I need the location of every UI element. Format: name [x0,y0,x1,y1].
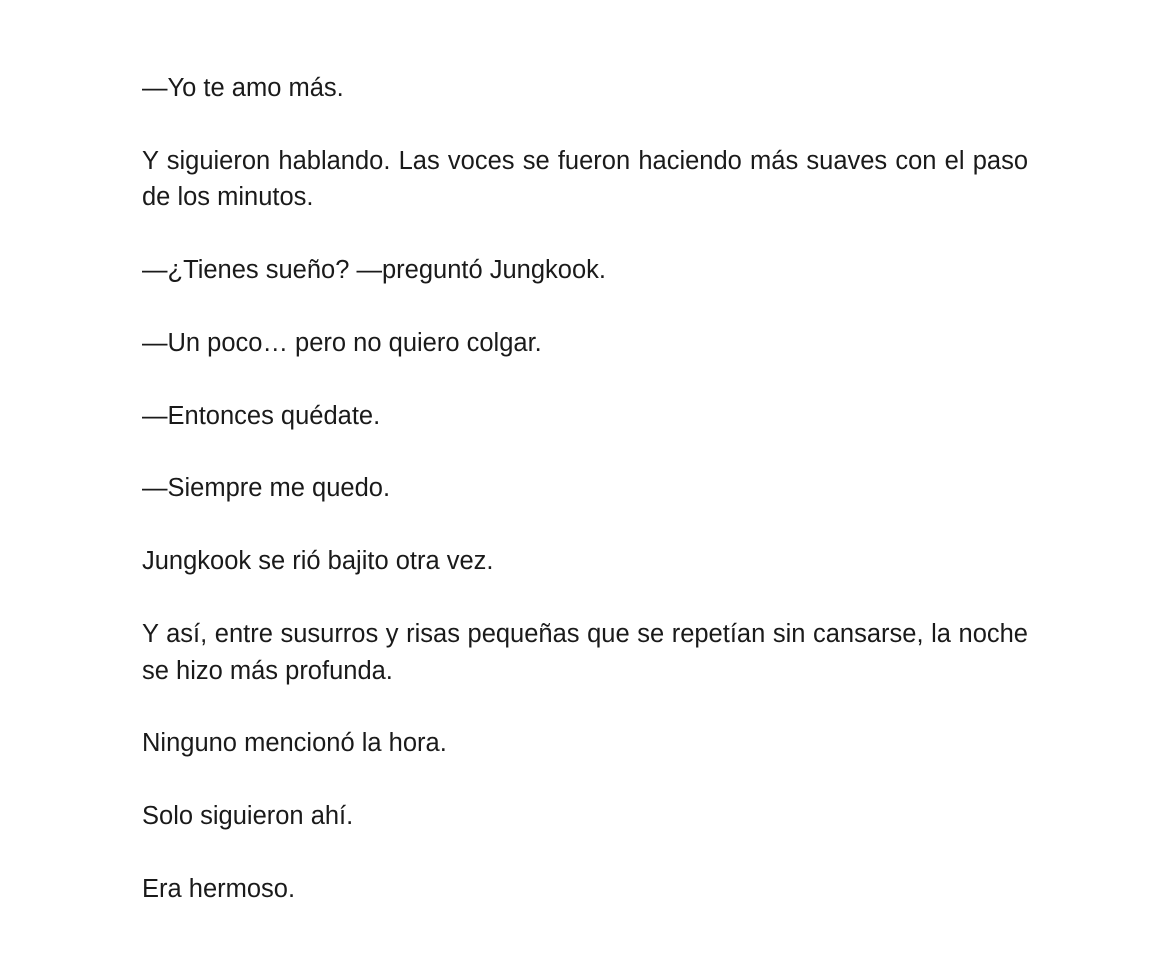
paragraph: Y así, entre susurros y risas pequeñas que se repetían sin cansarse, la noche se hizo más profunda. [142,620,1028,685]
paragraph: Solo siguieron ahí. [142,802,354,831]
paragraph: —Un poco… pero no quiero colgar. [142,328,542,357]
paragraph: Ninguno mencionó la hora. [142,729,447,758]
paragraph: —Entonces quédate. [142,401,381,430]
paragraph: —Yo te amo más. [142,74,344,102]
paragraph: —Siempre me quedo. [142,474,391,503]
paragraph: Jungkook se rió bajito otra vez. [142,547,494,576]
paragraph: —¿Tienes sueño? —preguntó Jungkook. [142,256,606,285]
paragraph: Y siguieron hablando. Las voces se fueron haciendo más suaves con el paso de los minutos. [142,146,1028,212]
story-text [142,70,1028,907]
paragraph: Era hermoso. [142,874,296,903]
